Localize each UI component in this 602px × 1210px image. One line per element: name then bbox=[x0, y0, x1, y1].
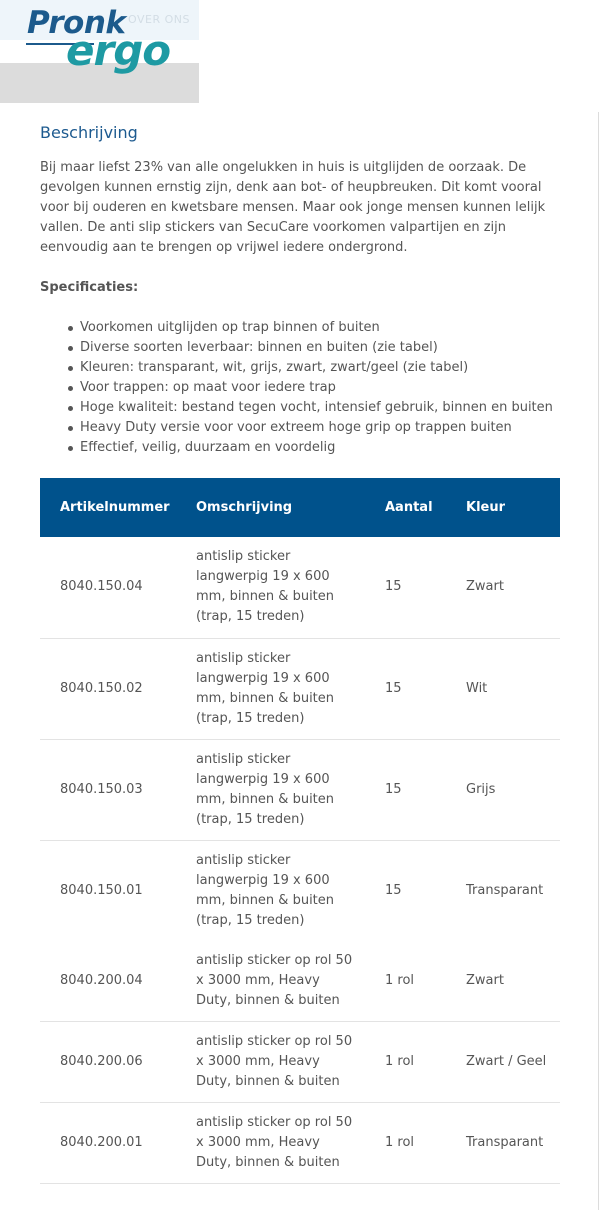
header-omschrijving: Omschrijving bbox=[176, 478, 365, 537]
table-row bbox=[40, 739, 560, 840]
table-row bbox=[40, 537, 560, 638]
specs-title: Specificaties: bbox=[40, 280, 139, 295]
cell-omschrijving: antislip sticker langwerpig 19 x 600 mm, binnen & buiten (trap, 15 treden) bbox=[176, 638, 365, 739]
cell-kleur: Zwart bbox=[446, 537, 560, 638]
spec-item: Voor trappen: op maat voor iedere trap bbox=[40, 378, 560, 398]
cell-aantal: 1 rol bbox=[365, 941, 446, 1022]
cell-aantal: 1 rol bbox=[365, 1103, 446, 1184]
specs-list bbox=[40, 318, 560, 458]
section-title: Beschrijving bbox=[40, 123, 138, 142]
logo-text-ergo: ergo bbox=[66, 26, 171, 75]
cell-omschrijving: antislip sticker op rol 50 x 3000 mm, Heavy Duty, binnen & buiten bbox=[176, 1103, 365, 1184]
cell-kleur: Wit bbox=[446, 638, 560, 739]
cell-aantal: 15 bbox=[365, 739, 446, 840]
header-aantal: Aantal bbox=[365, 478, 446, 537]
cell-omschrijving: antislip sticker langwerpig 19 x 600 mm, binnen & buiten (trap, 15 treden) bbox=[176, 739, 365, 840]
cell-artikelnummer: 8040.200.01 bbox=[40, 1103, 176, 1184]
cell-kleur: Transparant bbox=[446, 1103, 560, 1184]
spec-item: Heavy Duty versie voor voor extreem hoge grip op trappen buiten bbox=[40, 418, 560, 438]
cell-artikelnummer: 8040.150.03 bbox=[40, 739, 176, 840]
pronk-ergo-logo[interactable] bbox=[26, 2, 186, 84]
product-description bbox=[40, 120, 560, 458]
cell-omschrijving: antislip sticker langwerpig 19 x 600 mm, binnen & buiten (trap, 15 treden) bbox=[176, 537, 365, 638]
cell-aantal: 15 bbox=[385, 882, 402, 898]
cell-kleur: Grijs bbox=[446, 739, 560, 840]
cell-artikelnummer: 8040.150.01 bbox=[60, 882, 143, 898]
logo-text-pronk: Pronk bbox=[27, 5, 126, 41]
table-row bbox=[40, 941, 560, 1022]
cell-artikelnummer: 8040.150.02 bbox=[40, 638, 176, 739]
content-right-border bbox=[598, 112, 599, 1210]
spec-item: Diverse soorten leverbaar: binnen en buiten (zie tabel) bbox=[40, 338, 560, 358]
cell-kleur: Zwart / Geel bbox=[446, 1022, 560, 1103]
cell-artikelnummer: 8040.200.06 bbox=[40, 1022, 176, 1103]
table-row bbox=[40, 840, 560, 941]
spec-item: Effectief, veilig, duurzaam en voordelig bbox=[40, 438, 560, 458]
cell-aantal: 1 rol bbox=[365, 1022, 446, 1103]
cell-aantal: 15 bbox=[365, 638, 446, 739]
description-text: Bij maar liefst 23% van alle ongelukken in huis is uitglijden de oorzaak. De gevolgen kunnen ernstig zijn, denk aan bot- of heupbreuken. Dit komt vooral voor bij ouderen en kwetsbare mensen. Maar ook jonge mensen kunnen lelijk vallen. De anti slip stickers van SecuCare voorkomen valpartijen en zijn eenvoudig aan te brengen op vrijwel iedere ondergrond. bbox=[40, 160, 546, 255]
table-row bbox=[40, 638, 560, 739]
cell-kleur: Zwart bbox=[446, 941, 560, 1022]
product-table bbox=[40, 478, 560, 1184]
cell-omschrijving: antislip sticker langwerpig 19 x 600 mm, binnen & buiten (trap, 15 treden) bbox=[196, 852, 335, 928]
cell-kleur: Transparant bbox=[466, 882, 544, 898]
header-artikelnummer: Artikelnummer bbox=[40, 478, 176, 537]
spec-item: Hoge kwaliteit: bestand tegen vocht, intensief gebruik, binnen en buiten bbox=[40, 398, 560, 418]
spec-item: Kleuren: transparant, wit, grijs, zwart, zwart/geel (zie tabel) bbox=[40, 358, 560, 378]
table-header-row bbox=[40, 478, 560, 537]
cell-aantal: 15 bbox=[365, 537, 446, 638]
cell-omschrijving: antislip sticker op rol 50 x 3000 mm, Heavy Duty, binnen & buiten bbox=[176, 941, 365, 1022]
cell-artikelnummer: 8040.150.04 bbox=[40, 537, 176, 638]
table-row bbox=[40, 1022, 560, 1103]
table-row bbox=[40, 1103, 560, 1184]
nav-ghost-text[interactable]: OVER ONS bbox=[128, 13, 190, 26]
header-kleur: Kleur bbox=[446, 478, 560, 537]
cell-artikelnummer: 8040.200.04 bbox=[40, 941, 176, 1022]
cell-omschrijving: antislip sticker op rol 50 x 3000 mm, Heavy Duty, binnen & buiten bbox=[176, 1022, 365, 1103]
spec-item: Voorkomen uitglijden op trap binnen of buiten bbox=[40, 318, 560, 338]
